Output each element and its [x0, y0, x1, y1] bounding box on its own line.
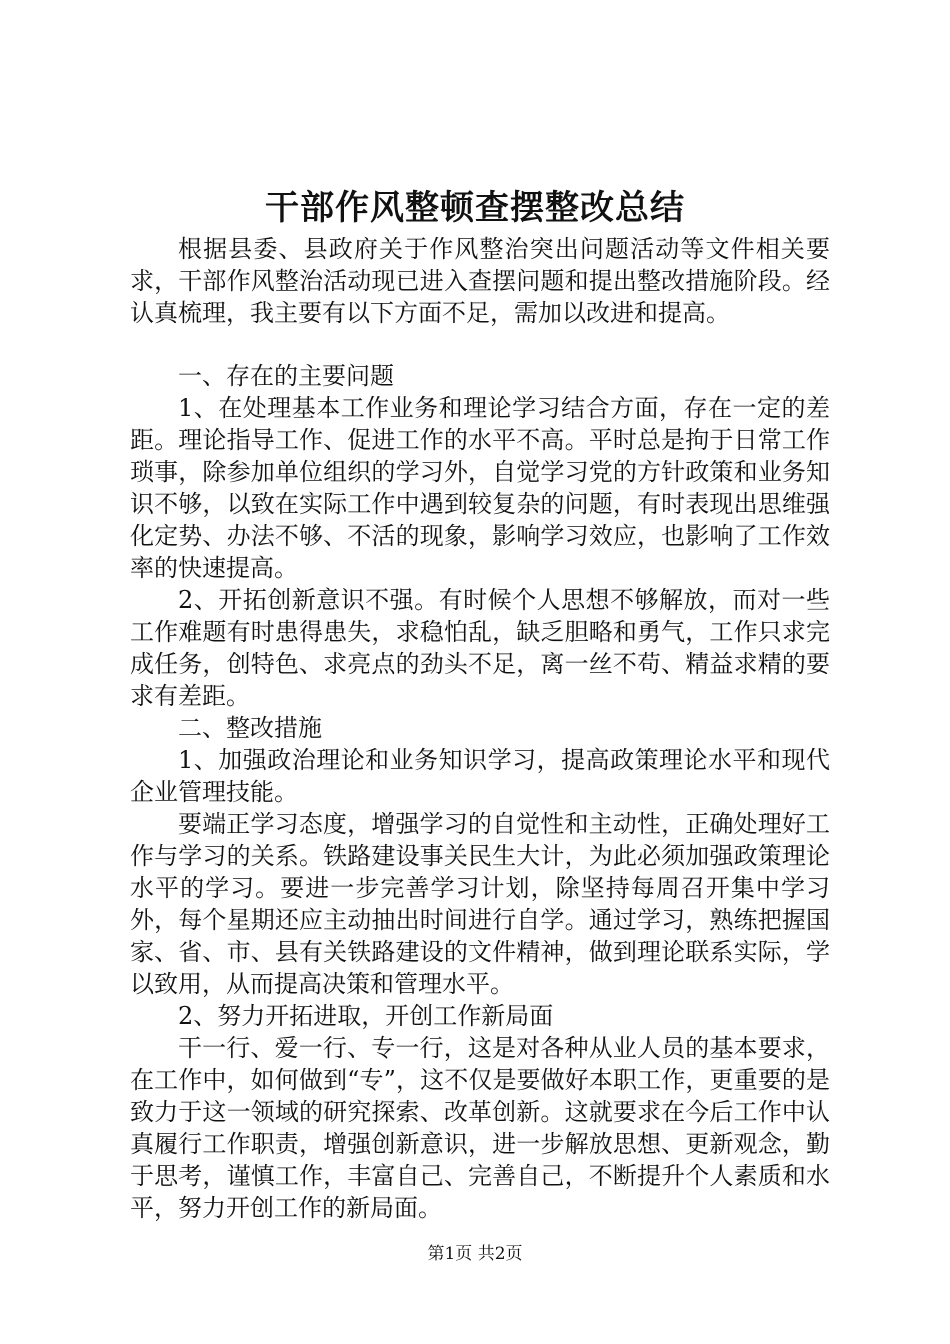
- section-heading-measures: 二、整改措施: [178, 714, 322, 742]
- measure-item-1-body: 要端正学习态度，增强学习的自觉性和主动性，正确处理好工作与学习的关系。铁路建设事关民生大计，为此必须加强政策理论水平的学习。要进一步完善学习计划，除坚持每周召开集中学习外，每个星期还应主动抽出时间进行自学。通过学习，熟练把握国家、省、市、县有关铁路建设的文件精神，做到理论联系实际，学以致用，从而提高决策和管理水平。: [130, 810, 830, 998]
- document-body: [130, 233, 830, 1224]
- section-heading-problems: 一、存在的主要问题: [178, 362, 394, 390]
- problem-item-1: 1、在处理基本工作业务和理论学习结合方面，存在一定的差距。理论指导工作、促进工作的水平不高。平时总是拘于日常工作琐事，除参加单位组织的学习外，自觉学习党的方针政策和业务知识不够，以致在实际工作中遇到较复杂的问题，有时表现出思维强化定势、办法不够、不活的现象，影响学习效应，也影响了工作效率的快速提高。: [130, 394, 830, 582]
- problem-item-2: 2、开拓创新意识不强。有时候个人思想不够解放，而对一些工作难题有时患得患失，求稳怕乱，缺乏胆略和勇气，工作只求完成任务，创特色、求亮点的劲头不足，离一丝不苟、精益求精的要求有差距。: [130, 586, 830, 710]
- intro-paragraph: 根据县委、县政府关于作风整治突出问题活动等文件相关要求，干部作风整治活动现已进入查摆问题和提出整改措施阶段。经认真梳理，我主要有以下方面不足，需加以改进和提高。: [130, 235, 830, 327]
- page-title: 干部作风整顿查摆整改总结: [265, 188, 685, 228]
- measure-item-2-heading: 2、努力开拓进取，开创工作新局面: [178, 1002, 554, 1030]
- page-number: 第1页 共2页: [427, 1244, 523, 1264]
- paragraph-spacer: [130, 329, 830, 360]
- measure-item-2-body: 干一行、爱一行、专一行，这是对各种从业人员的基本要求，在工作中，如何做到“专”，这不仅是要做好本职工作，更重要的是致力于这一领域的研究探索、改革创新。这就要求在今后工作中认真履行工作职责，增强创新意识，进一步解放思想、更新观念，勤于思考，谨慎工作，丰富自己、完善自己，不断提升个人素质和水平，努力开创工作的新局面。: [130, 1034, 830, 1222]
- measure-item-1-heading: 1、加强政治理论和业务知识学习，提高政策理论水平和现代企业管理技能。: [130, 746, 830, 806]
